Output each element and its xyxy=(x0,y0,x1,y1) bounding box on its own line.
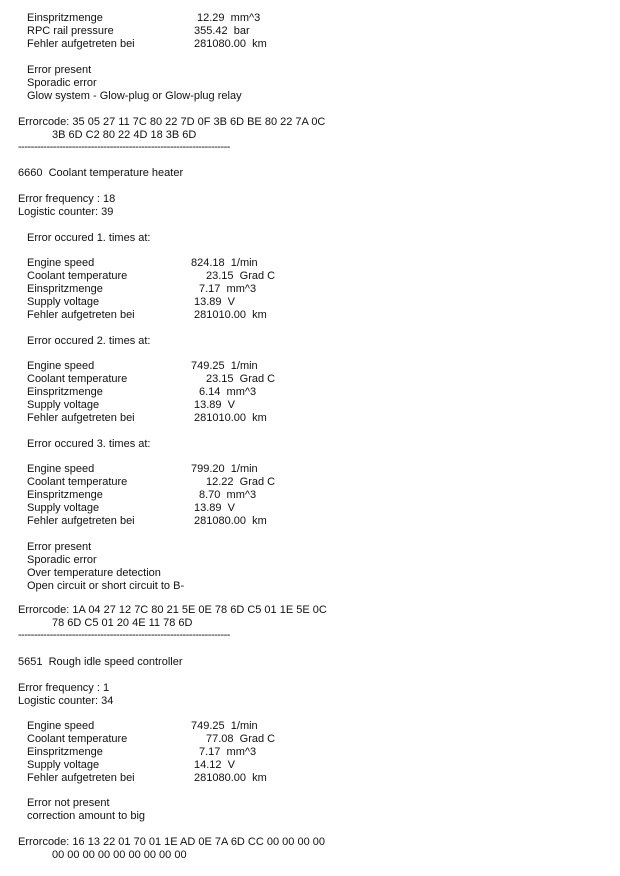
fault-title: 5651 Rough idle speed controller xyxy=(18,656,183,668)
row-value: 14.12 V xyxy=(194,759,235,771)
status-line: Sporadic error xyxy=(27,77,97,89)
row-label: Einspritzmenge xyxy=(27,746,103,758)
errorcode-line: Errorcode: 16 13 22 01 70 01 1E AD 0E 7A 6D CC 00 00 00 00 xyxy=(18,836,325,848)
status-line: Sporadic error xyxy=(27,554,97,566)
status-line: Error present xyxy=(27,64,92,76)
row-label: Supply voltage xyxy=(27,296,100,308)
row-value: 281080.00 km xyxy=(194,772,267,784)
row-value: 281010.00 km xyxy=(194,309,267,321)
fault-title: 6660 Coolant temperature heater xyxy=(18,167,184,179)
row-value: 8.70 mm^3 xyxy=(199,489,257,501)
row-label: Engine speed xyxy=(27,463,95,475)
status-line: Glow system - Glow-plug or Glow-plug relay xyxy=(27,90,242,102)
errorcode-continuation: 00 00 00 00 00 00 00 00 00 xyxy=(52,849,187,861)
occurrence-heading: Error occured 3. times at: xyxy=(27,438,151,450)
error-frequency: Error frequency : 18 xyxy=(18,193,116,205)
row-value: 23.15 Grad C xyxy=(206,373,276,385)
errorcode-continuation: 78 6D C5 01 20 4E 11 78 6D xyxy=(52,617,193,629)
errorcode-line: Errorcode: 1A 04 27 12 7C 80 21 5E 0E 78 6D C5 01 1E 5E 0C xyxy=(18,604,327,616)
row-value: 281010.00 km xyxy=(194,412,267,424)
status-line: Open circuit or short circuit to B- xyxy=(27,580,185,592)
row-label: Einspritzmenge xyxy=(27,12,103,24)
occurrence-heading: Error occured 2. times at: xyxy=(27,335,151,347)
row-value: 12.22 Grad C xyxy=(206,476,276,488)
row-value: 77.08 Grad C xyxy=(206,733,276,745)
row-label: Engine speed xyxy=(27,360,95,372)
row-label: Fehler aufgetreten bei xyxy=(27,38,135,50)
row-value: 281080.00 km xyxy=(194,38,267,50)
row-label: Supply voltage xyxy=(27,502,100,514)
row-label: Coolant temperature xyxy=(27,476,128,488)
row-value: 6.14 mm^3 xyxy=(199,386,257,398)
separator-line: ------------------------------------------------------------------- xyxy=(18,141,230,153)
row-label: Supply voltage xyxy=(27,399,100,411)
errorcode-line: Errorcode: 35 05 27 11 7C 80 22 7D 0F 3B 6D BE 80 22 7A 0C xyxy=(18,116,326,128)
row-value: 13.89 V xyxy=(194,399,235,411)
error-frequency: Error frequency : 1 xyxy=(18,682,110,694)
row-value: 824.18 1/min xyxy=(191,257,258,269)
row-value: 12.29 mm^3 xyxy=(197,12,261,24)
row-value: 799.20 1/min xyxy=(191,463,258,475)
row-label: Fehler aufgetreten bei xyxy=(27,309,135,321)
occurrence-heading: Error occured 1. times at: xyxy=(27,232,151,244)
row-value: 13.89 V xyxy=(194,296,235,308)
row-value: 749.25 1/min xyxy=(191,360,258,372)
row-label: Fehler aufgetreten bei xyxy=(27,772,135,784)
status-line: correction amount to big xyxy=(27,810,146,822)
row-label: Einspritzmenge xyxy=(27,283,103,295)
row-value: 355.42 bar xyxy=(194,25,250,37)
row-label: Fehler aufgetreten bei xyxy=(27,515,135,527)
row-label: Einspritzmenge xyxy=(27,489,103,501)
status-line: Error not present xyxy=(27,797,110,809)
status-line: Over temperature detection xyxy=(27,567,161,579)
separator-line: ------------------------------------------------------------------- xyxy=(18,629,230,641)
logistic-counter: Logistic counter: 39 xyxy=(18,206,114,218)
errorcode-continuation: 3B 6D C2 80 22 4D 18 3B 6D xyxy=(52,129,197,141)
row-label: Coolant temperature xyxy=(27,373,128,385)
row-value: 23.15 Grad C xyxy=(206,270,276,282)
row-value: 749.25 1/min xyxy=(191,720,258,732)
status-line: Error present xyxy=(27,541,92,553)
row-label: Coolant temperature xyxy=(27,733,128,745)
row-value: 7.17 mm^3 xyxy=(199,746,257,758)
row-label: RPC rail pressure xyxy=(27,25,114,37)
row-label: Engine speed xyxy=(27,257,95,269)
row-label: Supply voltage xyxy=(27,759,100,771)
row-value: 281080.00 km xyxy=(194,515,267,527)
row-value: 13.89 V xyxy=(194,502,235,514)
row-label: Engine speed xyxy=(27,720,95,732)
logistic-counter: Logistic counter: 34 xyxy=(18,695,114,707)
row-label: Coolant temperature xyxy=(27,270,128,282)
row-label: Einspritzmenge xyxy=(27,386,103,398)
row-label: Fehler aufgetreten bei xyxy=(27,412,135,424)
row-value: 7.17 mm^3 xyxy=(199,283,257,295)
